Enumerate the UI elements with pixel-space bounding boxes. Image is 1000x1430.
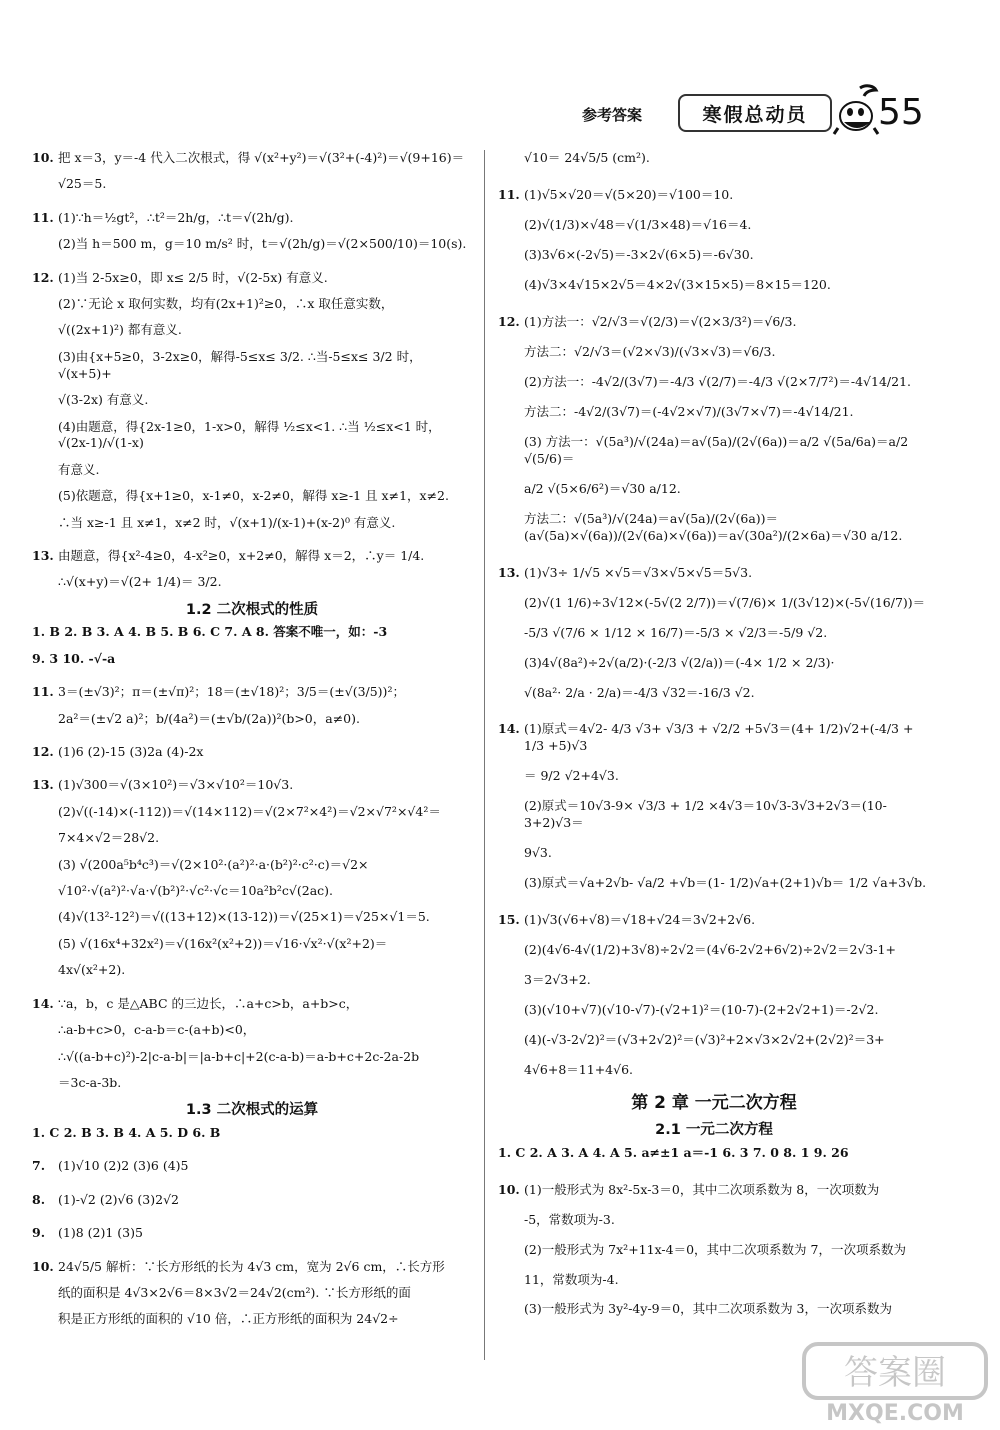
question-number — [32, 515, 58, 532]
question-number: 10. — [32, 1258, 54, 1274]
answer-line — [498, 655, 930, 672]
answer-line — [498, 685, 930, 702]
answer-line — [32, 962, 472, 979]
left-column — [32, 150, 472, 1338]
answer-text: 把 x＝3，y＝-4 代入二次根式，得 √(x²+y²)＝√(3²+(-4)²)＝√(9+16)＝ — [58, 150, 465, 165]
question-number: 13. — [498, 564, 520, 580]
answer-line — [32, 1049, 472, 1066]
answer-text: (1)6 (2)-15 (3)2a (4)-2x — [58, 744, 204, 760]
question-number: 8. — [32, 1191, 46, 1207]
question-number: 7. — [32, 1158, 46, 1174]
answer-line — [32, 1311, 472, 1328]
answer-line — [32, 936, 472, 953]
answer-text: (2)√(1/3)×√48＝√(1/3×48)＝√16＝4. — [524, 216, 752, 232]
answer-text: (1)方法一：√2/√3＝√(2/3)＝√(2×3/3²)＝√6/3. — [524, 313, 797, 329]
question-number — [498, 1032, 524, 1049]
section-heading: 1.3 二次根式的运算 — [185, 1102, 319, 1119]
answer-line — [498, 1062, 930, 1079]
answer-line — [498, 1032, 930, 1049]
answer-line — [498, 481, 930, 498]
question-number: 10. — [498, 1181, 520, 1197]
answer-line — [498, 1301, 930, 1318]
answer-text: (2)(4√6-4√(1/2)+3√8)÷2√2＝(4√6-2√2+6√2)÷2√2＝2√3-1+ — [524, 942, 896, 958]
question-number — [498, 1272, 524, 1289]
question-number — [498, 685, 524, 702]
answer-text: 3＝(±√3)²；π＝(±√π)²；18＝(±√18)²；3/5＝(±√(3/5))²； — [58, 684, 405, 700]
answer-line — [498, 972, 930, 989]
section-heading: 1.2 二次根式的性质 — [185, 601, 319, 618]
answer-line — [32, 548, 472, 565]
answer-line — [32, 1075, 472, 1092]
answer-text: (2)∵无论 x 取何实数，均有(2x+1)²≥0，∴x 取任意实数， — [58, 296, 394, 312]
answer-text: ∴当 x≥-1 且 x≠1，x≠2 时，√(x+1)/(x-1)+(x-2)⁰ 有意义. — [58, 514, 396, 530]
answer-text: √25＝5. — [58, 176, 107, 192]
question-number: 10. — [32, 150, 54, 165]
question-number — [32, 962, 58, 979]
answer-text: 3＝2√3+2. — [524, 972, 591, 988]
question-number — [32, 830, 58, 847]
answer-line — [32, 349, 472, 383]
answer-line — [32, 392, 472, 409]
answer-line — [32, 711, 472, 728]
answer-line — [32, 996, 472, 1013]
question-number — [498, 655, 524, 672]
question-number — [32, 462, 58, 479]
answer-text: 方法二：√2/√3＝(√2×√3)/(√3×√3)＝√6/3. — [524, 343, 776, 359]
answer-line — [32, 1022, 472, 1039]
answer-line — [32, 210, 472, 227]
answer-text: (3)4√(8a²)÷2√(a/2)·(-2/3 √(2/a))＝(-4× 1/2 × 2/3)· — [524, 654, 835, 670]
question-number — [32, 574, 58, 591]
answer-line — [32, 1285, 472, 1302]
answer-text: (2)√((-14)×(-112))＝√(14×112)＝√(2×7²×4²)＝√2×√7²×√4²＝ — [58, 803, 441, 819]
question-number: 11. — [498, 186, 520, 202]
answer-line — [32, 515, 472, 532]
answer-text: √(8a²· 2/a · 2/a)＝-4/3 √32＝-16/3 √2. — [524, 684, 755, 700]
answer-line — [498, 1145, 930, 1162]
question-number — [498, 404, 524, 421]
answer-text: -5/3 √(7/6 × 1/12 × 16/7)＝-5/3 × √2/3＝-5/9 √2. — [524, 624, 828, 640]
answer-text: (1)√300＝√(3×10²)＝√3×√10²＝10√3. — [58, 777, 294, 793]
answer-text: (2)方法一：-4√2/(3√7)＝-4/3 √(2/7)＝-4/3 √(2×7/7²)＝-4√14/21. — [524, 373, 912, 389]
question-number — [498, 875, 524, 892]
answer-line — [32, 744, 472, 761]
question-number: 13. — [32, 548, 54, 564]
answer-text: ∴√((a-b+c)²)-2|c-a-b|＝|a-b+c|+2(c-a-b)＝a-b+c+2c-2a-2b — [58, 1048, 420, 1064]
answer-line — [498, 798, 930, 832]
answer-line — [32, 804, 472, 821]
question-number — [498, 595, 524, 612]
question-number — [498, 247, 524, 264]
question-number: 12. — [498, 313, 520, 329]
question-number: 15. — [498, 912, 520, 928]
answer-text: (1)√3÷ 1/√5 ×√5＝√3×√5×√5＝5√3. — [524, 564, 753, 580]
answer-line — [498, 768, 930, 785]
question-number — [32, 1022, 58, 1039]
question-number — [498, 1002, 524, 1019]
answer-line — [32, 777, 472, 794]
answer-text: ∴a-b+c>0，c-a-b＝c-(a+b)<0， — [58, 1022, 256, 1038]
answer-text: (3)原式＝√a+2√b- √a/2 +√b＝(1- 1/2)√a+(2+1)√b＝ 1/2 √a+3√b. — [524, 875, 927, 891]
answer-line — [32, 419, 472, 453]
answer-text: 1. B 2. B 3. A 4. B 5. B 6. C 7. A 8. 答案不唯一，如：-3 — [32, 624, 388, 640]
answer-text: (4)(-√3-2√2)²＝(√3+2√2)²＝(√3)²+2×√3×2√2+(2√2)²＝3+ — [524, 1032, 885, 1048]
question-number: 11. — [32, 684, 54, 700]
question-number — [32, 857, 58, 874]
answer-text: (1)8 (2)1 (3)5 — [58, 1225, 143, 1241]
reference-answer-label: 参考答案 — [582, 106, 643, 124]
answer-text: 4x√(x²+2). — [58, 962, 126, 978]
question-number — [32, 936, 58, 953]
answer-line — [32, 1225, 472, 1242]
answer-text: (1)√3(√6+√8)＝√18+√24＝3√2+2√6. — [524, 912, 756, 928]
answer-text: -5，常数项为-3. — [524, 1211, 615, 1227]
answer-text: (3)3√6×(-2√5)＝-3×2√(6×5)＝-6√30. — [524, 246, 754, 262]
answer-text: ＝ 9/2 √2+4√3. — [524, 768, 619, 784]
answer-text: 方法二：√(5a³)/√(24a)＝a√(5a)/(2√(6a))＝(a√(5a)×√(6a))/(2√(6a)×√(6a))＝a√(30a²)/(2×6a)＝√30 a/12. — [524, 510, 903, 543]
answer-text: (5) √(16x⁴+32x²)＝√(16x²(x²+2))＝√16·√x²·√(x²+2)＝ — [58, 935, 388, 951]
question-number — [498, 625, 524, 642]
question-number — [32, 296, 58, 313]
answer-line — [498, 721, 930, 755]
question-number — [498, 217, 524, 234]
answer-line — [498, 625, 930, 642]
answer-text: (2)原式＝10√3-9× √3/3 + 1/2 ×4√3＝10√3-3√3+2√3＝(10-3+2)√3＝ — [524, 798, 887, 831]
question-number — [32, 488, 58, 505]
question-number — [498, 374, 524, 391]
answer-line — [32, 1158, 472, 1175]
question-number — [32, 909, 58, 926]
answer-text: √((2x+1)²) 都有意义. — [58, 322, 182, 338]
answer-line — [32, 909, 472, 926]
watermark-logo — [800, 1340, 990, 1425]
chapter-heading: 第 2 章 一元二次方程 — [631, 1093, 797, 1114]
question-number: 13. — [32, 777, 54, 793]
answer-line — [32, 150, 472, 167]
question-number — [32, 176, 58, 193]
watermark-site: MXQE.COM — [826, 1401, 964, 1425]
answer-line — [498, 150, 930, 167]
answer-line — [32, 830, 472, 847]
question-number — [498, 798, 524, 832]
answer-text: (1)-√2 (2)√6 (3)2√2 — [58, 1191, 179, 1207]
answer-line — [498, 1242, 930, 1259]
answer-text: √10²·√(a²)²·√a·√(b²)²·√c²·√c＝10a²b²c√(2ac). — [58, 883, 334, 899]
question-number — [498, 845, 524, 862]
question-number — [32, 236, 58, 253]
answer-line — [32, 883, 472, 900]
answer-text: (2)√(1 1/6)÷3√12×(-5√(2 2/7))＝√(7/6)× 1/(3√12)×(-5√(16/7))＝ — [524, 594, 926, 610]
answer-text: √10＝ 24√5/5 (cm²). — [524, 150, 650, 165]
answer-line — [498, 845, 930, 862]
answer-text: (4)由题意，得{2x-1≥0，1-x>0，解得 ½≤x<1. ∴当 ½≤x<1 时，√(2x-1)/√(1-x) — [58, 418, 441, 451]
answer-text: 1. C 2. A 3. A 4. A 5. a≠±1 a＝-1 6. 3 7. 0 8. 1 9. 26 — [498, 1144, 849, 1160]
answer-line — [32, 296, 472, 313]
question-number — [498, 344, 524, 361]
answer-text: (1)原式＝4√2- 4/3 √3+ √3/3 + √2/2 +5√3＝(4+ 1/2)√2+(-4/3 + 1/3 +5)√3 — [524, 721, 914, 754]
answer-text: 2a²＝(±√2 a)²；b/(4a²)＝(±√b/(2a))²(b>0，a≠0). — [58, 710, 360, 726]
question-number — [32, 1075, 58, 1092]
answer-text: (3) √(200a⁵b⁴c³)＝√(2×10²·(a²)²·a·(b²)²·c²·c)＝√2× — [58, 856, 369, 872]
question-number — [32, 1049, 58, 1066]
answer-text: ∵a，b，c 是△ABC 的三边长，∴a+c>b，a+b>c， — [58, 995, 359, 1011]
answer-text: (4)√3×4√15×2√5＝4×2√(3×15×5)＝8×15＝120. — [524, 276, 831, 292]
answer-text: (3) 方法一：√(5a³)/√(24a)＝a√(5a)/(2√(6a))＝a/2 √(5a/6a)＝a/2 √(5/6)＝ — [524, 433, 909, 466]
answer-text: 由题意，得{x²-4≥0，4-x²≥0，x+2≠0，解得 x＝2，∴y＝ 1/4. — [58, 548, 425, 564]
question-number — [32, 1285, 58, 1302]
question-number — [498, 942, 524, 959]
book-title: 寒假总动员 — [702, 103, 808, 126]
question-number: 9. — [32, 1225, 46, 1241]
answer-line — [498, 434, 930, 468]
answer-line — [32, 236, 472, 253]
answer-line — [498, 875, 930, 892]
answer-text: 24√5/5 解析：∵长方形纸的长为 4√3 cm，宽为 2√6 cm，∴长方形 — [58, 1258, 445, 1274]
answer-text: 9. 3 10. -√-a — [32, 650, 116, 666]
answer-line — [32, 651, 472, 668]
answer-line — [32, 488, 472, 505]
answer-text: (1)一般形式为 8x²-5x-3＝0，其中二次项系数为 8，一次项数为 — [524, 1181, 880, 1197]
answer-text: 7×4×√2＝28√2. — [58, 830, 160, 846]
question-number — [32, 883, 58, 900]
question-number — [498, 1212, 524, 1229]
section-heading: 2.1 一元二次方程 — [655, 1122, 773, 1138]
answer-text: (2)一般形式为 7x²+11x-4＝0，其中二次项系数为 7，一次项系数为 — [524, 1241, 906, 1257]
answer-line — [32, 462, 472, 479]
question-number — [498, 1062, 524, 1079]
answer-line — [32, 857, 472, 874]
watermark-text: 答案圈 — [844, 1353, 946, 1393]
answer-line — [32, 624, 472, 641]
answer-line — [32, 176, 472, 193]
question-number — [32, 1311, 58, 1328]
question-number — [32, 322, 58, 339]
answer-line — [498, 187, 930, 204]
question-number — [498, 1301, 524, 1318]
question-number — [32, 711, 58, 728]
question-number: 14. — [498, 721, 520, 737]
question-number — [498, 277, 524, 294]
column-divider — [484, 150, 485, 1360]
answer-line — [498, 1002, 930, 1019]
right-column — [498, 150, 930, 1331]
answer-line — [498, 314, 930, 331]
answer-line — [498, 912, 930, 929]
answer-line — [498, 1212, 930, 1229]
answer-text: 方法二：-4√2/(3√7)＝(-4√2×√7)/(3√7×√7)＝-4√14/21. — [524, 403, 854, 419]
question-number — [498, 972, 524, 989]
question-number — [498, 1242, 524, 1259]
answer-line — [498, 404, 930, 421]
answer-line — [498, 277, 930, 294]
answer-line — [498, 344, 930, 361]
answer-text: √(3-2x) 有意义. — [58, 392, 149, 408]
question-number: 12. — [32, 269, 54, 285]
answer-line — [498, 374, 930, 391]
question-number — [498, 150, 524, 167]
answer-text: (2)当 h＝500 m，g＝10 m/s² 时，t＝√(2h/g)＝√(2×500/10)＝10(s). — [58, 236, 467, 252]
question-number — [498, 481, 524, 498]
page-number: 55 — [878, 92, 924, 133]
answer-line — [498, 247, 930, 264]
answer-text: 1. C 2. B 3. B 4. A 5. D 6. B — [32, 1124, 221, 1140]
answer-text: ∴√(x+y)＝√(2+ 1/4)＝ 3/2. — [58, 574, 222, 590]
answer-text: (3)(√10+√7)(√10-√7)-(√2+1)²＝(10-7)-(2+2√2+1)＝-2√2. — [524, 1002, 879, 1018]
answer-text: (1)当 2-5x≥0，即 x≤ 2/5 时，√(2-5x) 有意义. — [58, 269, 328, 285]
answer-text: (3)一般形式为 3y²-4y-9＝0，其中二次项系数为 3，一次项系数为 — [524, 1301, 893, 1317]
answer-text: a/2 √(5×6/6²)＝√30 a/12. — [524, 480, 681, 496]
answer-line — [32, 1192, 472, 1209]
answer-line — [32, 1259, 472, 1276]
question-number — [498, 768, 524, 785]
answer-text: 纸的面积是 4√3×2√6＝8×3√2＝24√2(cm²). ∵长方形纸的面 — [58, 1284, 411, 1300]
answer-line — [32, 684, 472, 701]
answer-line — [32, 574, 472, 591]
question-number — [32, 349, 58, 383]
answer-line — [32, 1125, 472, 1142]
question-number: 14. — [32, 995, 54, 1011]
answer-line — [498, 565, 930, 582]
answer-line — [498, 217, 930, 234]
page-header — [560, 92, 980, 136]
question-number — [498, 511, 524, 545]
answer-text: (1)√5×√20＝√(5×20)＝√100＝10. — [524, 186, 734, 202]
answer-text: (3)由{x+5≥0，3-2x≥0，解得-5≤x≤ 3/2. ∴当-5≤x≤ 3/2 时，√(x+5)+ — [58, 348, 422, 381]
answer-line — [498, 1182, 930, 1199]
answer-line — [498, 595, 930, 612]
question-number — [498, 434, 524, 468]
answer-text: 4√6+8＝11+4√6. — [524, 1062, 634, 1078]
question-number — [32, 804, 58, 821]
question-number — [32, 419, 58, 453]
answer-text: (5)依题意，得{x+1≥0，x-1≠0，x-2≠0，解得 x≥-1 且 x≠1，x≠2. — [58, 488, 449, 504]
answer-text: 积是正方形纸的面积的 √10 倍，∴正方形纸的面积为 24√2÷ — [58, 1311, 399, 1327]
answer-line — [498, 942, 930, 959]
answer-text: (1)√10 (2)2 (3)6 (4)5 — [58, 1158, 189, 1174]
question-number — [32, 392, 58, 409]
answer-line — [32, 270, 472, 287]
answer-text: (1)∵h＝½gt²，∴t²＝2h/g，∴t＝√(2h/g). — [58, 209, 294, 225]
book-title-box — [678, 94, 832, 132]
answer-line — [498, 1272, 930, 1289]
question-number: 12. — [32, 744, 54, 760]
answer-line — [32, 322, 472, 339]
answer-text: (4)√(13²-12²)＝√((13+12)×(13-12))＝√(25×1)＝√25×√1＝5. — [58, 909, 430, 925]
answer-text: ＝3c-a-3b. — [58, 1074, 122, 1090]
answer-text: 11，常数项为-4. — [524, 1271, 619, 1287]
answer-line — [498, 511, 930, 545]
answer-text: 9√3. — [524, 845, 552, 861]
question-number: 11. — [32, 209, 54, 225]
answer-text: 有意义. — [58, 461, 100, 477]
